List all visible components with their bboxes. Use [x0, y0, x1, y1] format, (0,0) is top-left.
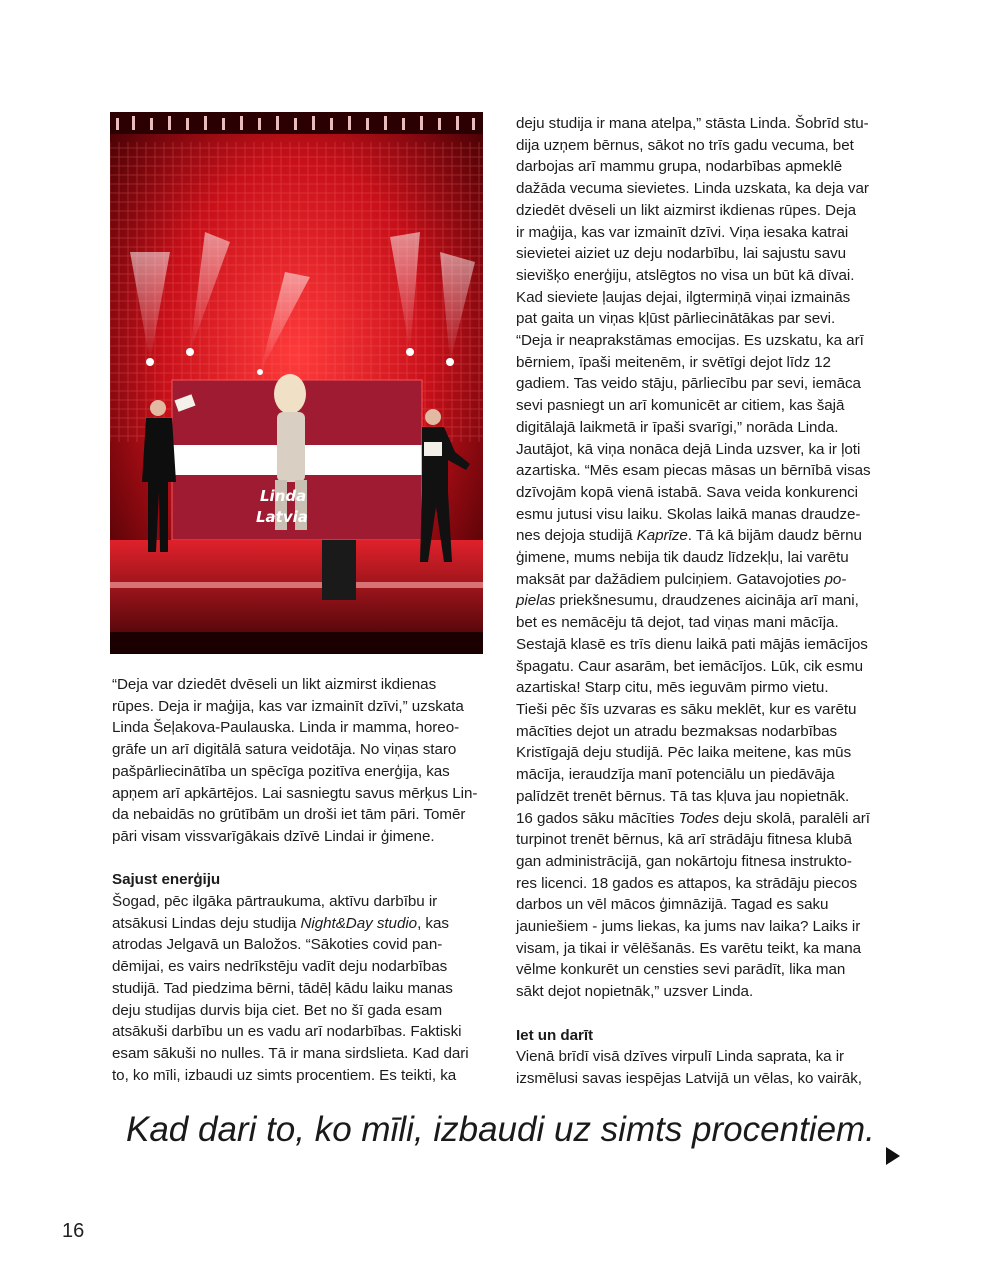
section-paragraph [516, 1046, 890, 1089]
text-line: mācīja, ieraudzīja manī potenciālu un piedāvāja [516, 766, 835, 784]
text-line: sievietei aiziet uz deju nodarbību, lai sajustu savu [516, 245, 847, 263]
text-segment: atsākusi Lindas deju studija [112, 914, 301, 932]
text-line: darbojas arī mammu grupa, nodarbības apmeklē [516, 158, 843, 176]
pull-quote: Kad dari to, ko mīli, izbaudi uz simts procentiem. [126, 1110, 875, 1149]
text-line: atsākuši darbību un es vadu arī nodarbības. Faktiski [112, 1023, 462, 1041]
text-line: apņem arī apkārtējos. Lai sasniegtu savus mērķus Lin- [112, 784, 478, 802]
text-line: mācīties dejot un atradu bezmaksas nodarbības [516, 722, 838, 740]
text-line: Tieši pēc šīs uzvaras es sāku meklēt, kur es varētu [516, 700, 857, 718]
text-line: sākt dejot nopietnāk,” uzsver Linda. [516, 983, 754, 1001]
text-line: res licenci. 18 gados es attapos, ka strādāju piecos [516, 874, 858, 892]
italic-word: pielas [516, 592, 556, 610]
text-line: dēmijai, es vairs nedrīkstēju vadīt deju nodarbības [112, 958, 448, 976]
text-line: ģimene, mums nebija tik daudz līdzekļu, lai varētu [516, 549, 849, 567]
triangle-right-icon[interactable] [886, 1147, 900, 1165]
text-line: pat gaita un viņas kļūst pārliecinātākas par sevi. [516, 310, 836, 328]
school-name-todes: Todes [678, 809, 720, 827]
text-line: turpinot trenēt bērnus, kā arī strādāju fitnesa klubā [516, 831, 852, 849]
text-line [516, 808, 890, 830]
text-line: Vienā brīdī visā dzīves virpulī Linda saprata, ka ir [516, 1048, 845, 1066]
text-segment: priekšnesumu, draudzenes aicināja arī mani, [555, 592, 859, 610]
screen-name-text: Linda [260, 487, 307, 505]
screen-country-text: Latvia [256, 508, 308, 526]
text-line: “Deja ir neaprakstāmas emocijas. Es uzskatu, ka arī [516, 332, 864, 350]
italic-word: po- [824, 570, 847, 588]
text-segment: . Tā kā bijām daudz bērnu [687, 527, 862, 545]
text-line: Kad sieviete ļaujas dejai, ilgtermiņā viņai izmainās [516, 288, 851, 306]
text-line: rūpes. Deja ir maģija, kas var izmainīt dzīvi,” uzskata [112, 697, 464, 715]
left-column [112, 674, 484, 1086]
section-heading-sajust: Sajust enerģiju [112, 871, 221, 889]
studio-name-kaprize: Kaprīze [636, 527, 688, 545]
text-line [516, 569, 890, 591]
text-line: dažāda vecuma sievietes. Linda uzskata, ka deja var [516, 180, 869, 198]
page-number: 16 [62, 1220, 85, 1242]
text-line: pašpārliecinātība un spēcīga pozitīva enerģija, kas [112, 762, 450, 780]
section-heading-iet: Iet un darīt [516, 1026, 594, 1044]
text-line: esmu jutusi visu laiku. Skolas laikā manas draudze- [516, 505, 861, 523]
text-line: Šogad, pēc ilgāka pārtraukuma, aktīvu darbību ir [112, 893, 438, 911]
text-line [516, 525, 890, 547]
text-line: dzīvojām kopā vienā istabā. Sava veida konkurenci [516, 483, 858, 501]
text-segment: , kas [417, 914, 449, 932]
text-line: azartiska! Starp citu, mēs ieguvām pirmo vietu. [516, 679, 829, 697]
text-line: gan administrācijā, gan nokārtoju fitnesa instrukto- [516, 852, 852, 870]
text-line: bet es nemācēju tā dejot, tad viņas mani mācīja. [516, 614, 839, 632]
text-line: bērniem, īpaši meitenēm, ir svētīgi dejot līdz 12 [516, 353, 831, 371]
text-line: grāfe un arī digitālā satura veidotāja. No viņas staro [112, 741, 457, 759]
text-line: špagatu. Caur asarām, bet iemācījos. Lūk, cik esmu [516, 657, 863, 675]
text-line: palīdzēt trenēt bērnus. Tā tas kļuva jau nopietnāk. [516, 787, 850, 805]
text-line: da nebaidās no grūtībām un droši iet tām pāri. Tomēr [112, 806, 466, 824]
text-segment: 16 gados sāku mācīties [516, 809, 679, 827]
section-paragraph [112, 891, 484, 1086]
text-line: Kristīgajā deju studijā. Pēc laika meitene, kas mūs [516, 744, 852, 762]
text-line: dija uzņem bērnus, sākot no trīs gadu vecuma, bet [516, 136, 854, 154]
text-line: sievišķo enerģiju, atslēgtos no visa un būt kā dīvai. [516, 266, 855, 284]
text-segment: maksāt par dažādiem pulciņiem. Gatavojoties [516, 570, 825, 588]
text-line [112, 913, 484, 935]
text-line: ir maģija, kas var izmainīt dzīvi. Viņa iesaka katrai [516, 223, 849, 241]
text-line: to, ko mīli, izbaudi uz simts procentiem. Es teikti, ka [112, 1066, 457, 1084]
text-line: visam, ja tikai ir vēlēšanās. Es varētu teikt, ka mana [516, 939, 862, 957]
text-line: gadiem. Tas veido stāju, pārliecību par sevi, iemāca [516, 375, 861, 393]
text-segment: nes dejoja studijā [516, 527, 637, 545]
text-line: esam sākuši no nulles. Tā ir mana sirdslieta. Kad dari [112, 1044, 469, 1062]
intro-paragraph [112, 674, 484, 848]
text-segment: deju skolā, paralēli arī [719, 809, 870, 827]
text-line: sevi pasniegt un arī komunicēt ar citiem, kas šajā [516, 397, 845, 415]
text-line: darbos un vēl mācos ģimnāzijā. Tagad es saku [516, 896, 829, 914]
text-line: deju studijas durvis bija ciet. Bet no šī gada esam [112, 1001, 443, 1019]
text-line: “Deja var dziedēt dvēseli un likt aizmirst ikdienas [112, 676, 437, 693]
text-line: pāri visam vissvarīgākais dzīvē Lindai ir ģimene. [112, 827, 435, 845]
text-line: dziedēt dvēseli un likt aizmirst ikdienas rūpes. Deja [516, 201, 857, 219]
text-line [516, 590, 890, 612]
main-paragraph [516, 113, 890, 1003]
studio-name: Night&Day studio [300, 914, 418, 932]
text-line: digitālajā laikmetā ir īpaši svarīgi,” norāda Linda. [516, 418, 839, 436]
text-line: Sestajā klasē es trīs dienu laikā pati mājās iemācījos [516, 635, 868, 653]
text-line: jauniešiem - jums liekas, ka jums nav laika? Laiks ir [516, 918, 861, 936]
text-line: Jautājot, kā viņa nonāca dejā Linda uzsver, ka ir ļoti [516, 440, 861, 458]
stage-photo [110, 112, 483, 654]
text-line: izsmēlusi savas iespējas Latvijā un vēlas, ko vairāk, [516, 1069, 862, 1087]
text-line: studijā. Tad piedzima bērni, tādēļ kādu laiku manas [112, 979, 453, 997]
text-line: atrodas Jelgavā un Baložos. “Sākoties covid pan- [112, 936, 443, 954]
text-line: deju studija ir mana atelpa,” stāsta Linda. Šobrīd stu- [516, 115, 869, 132]
stage-photo-illustration [110, 112, 483, 654]
text-line: Linda Šeļakova-Paulauska. Linda ir mamma, horeo- [112, 719, 460, 737]
right-column [516, 113, 890, 1090]
text-line: vēlme konkurēt un censties sevi parādīt, lika man [516, 961, 846, 979]
text-line: azartiska. “Mēs esam piecas māsas un bērnībā visas [516, 462, 871, 480]
